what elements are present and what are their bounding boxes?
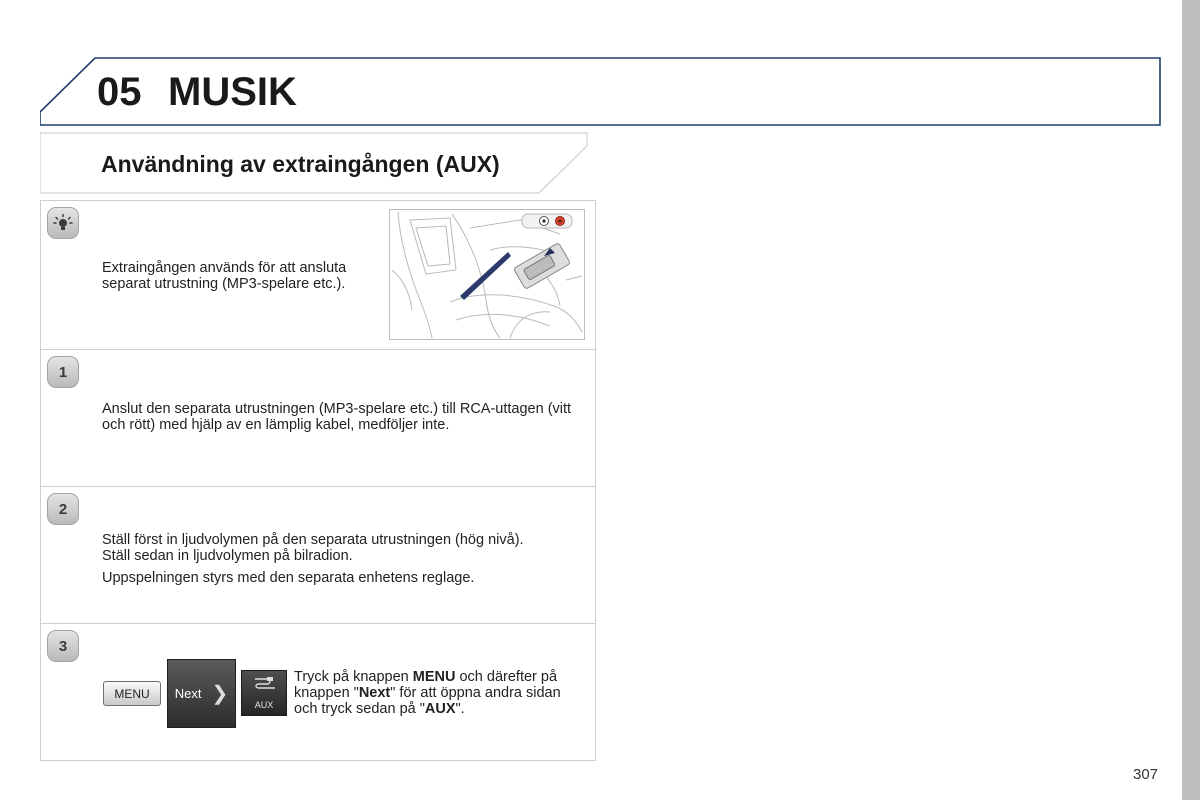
section-banner xyxy=(40,132,588,194)
step-2 xyxy=(41,487,595,624)
step-tip xyxy=(41,201,595,350)
chapter-title: MUSIK xyxy=(168,70,297,114)
tip-text: Extraingången används för att ansluta separat utrustning (MP3-spelare etc.). xyxy=(102,260,347,292)
step-3-text-part: ". xyxy=(455,701,465,717)
step-badge-3 xyxy=(47,630,79,662)
step-3-text xyxy=(294,669,584,717)
step-2-line-2: Ställ sedan in ljudvolymen på bilradion. xyxy=(102,548,353,564)
center-console-illustration xyxy=(389,209,585,340)
step-badge-2 xyxy=(47,493,79,525)
step-2-line-1: Ställ först in ljudvolymen på den separata utrustningen (hög nivå). xyxy=(102,532,524,548)
step-number: 1 xyxy=(58,363,68,381)
aux-button[interactable] xyxy=(241,670,287,716)
step-3-text-part: " för att öppna andra sidan och tryck sedan på " xyxy=(294,685,561,717)
center-console-drawing xyxy=(390,210,584,339)
step-3-text-part: Tryck på knappen xyxy=(294,669,413,685)
step-number: 2 xyxy=(58,500,68,518)
step-number: 3 xyxy=(58,637,68,655)
menu-button[interactable]: MENU xyxy=(103,681,161,706)
step-3-text-part: och därefter på knappen " xyxy=(294,669,558,701)
chapter-number: 05 xyxy=(97,70,142,114)
page-edge-strip xyxy=(1182,0,1200,800)
step-badge-1 xyxy=(47,356,79,388)
step-3-aux-keyword: AUX xyxy=(424,701,456,717)
chevron-right-icon: ❯ xyxy=(211,683,229,705)
step-2-paragraph-2: Uppspelningen styrs med den separata enhetens reglage. xyxy=(102,570,475,586)
section-title: Användning av extraingången (AUX) xyxy=(101,151,500,177)
aux-button-label: AUX xyxy=(254,700,274,710)
steps-box xyxy=(40,200,596,761)
lightbulb-icon xyxy=(53,213,73,233)
page-number: 307 xyxy=(1133,766,1159,783)
aux-cable-icon xyxy=(253,676,277,690)
step-1 xyxy=(41,350,595,487)
step-3-next-keyword: Next xyxy=(358,685,391,701)
chapter-header xyxy=(40,57,1161,127)
step-1-text: Anslut den separata utrustningen (MP3-spelare etc.) till RCA-uttagen (vitt och rött) med hjälp av en lämplig kabel, medföljer inte. xyxy=(102,401,572,433)
next-button-label: Next xyxy=(174,686,202,701)
step-3 xyxy=(41,624,595,760)
next-button[interactable] xyxy=(167,659,236,728)
step-2-text xyxy=(102,532,577,586)
step-3-menu-keyword: MENU xyxy=(412,669,456,685)
tip-badge xyxy=(47,207,79,239)
